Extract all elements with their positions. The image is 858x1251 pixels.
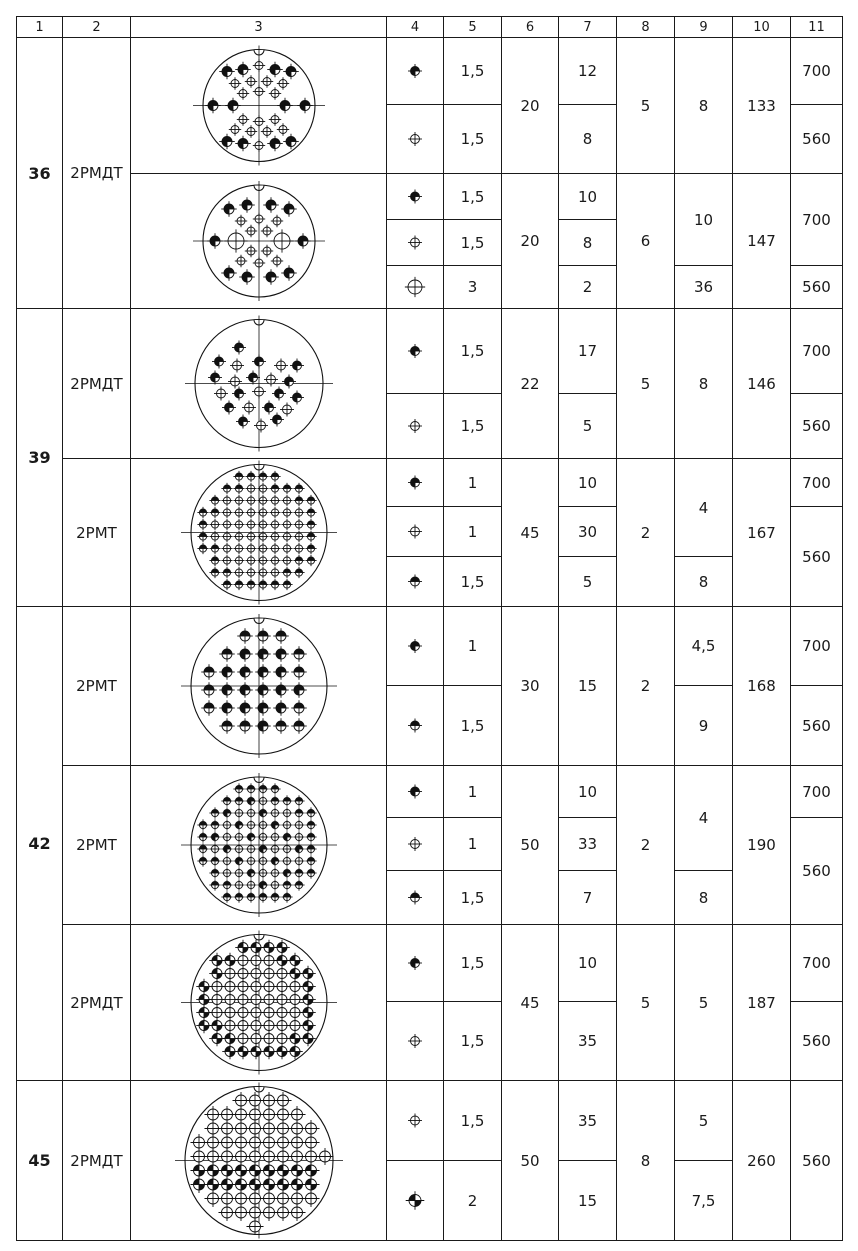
col7-value: 15 xyxy=(558,1160,617,1241)
pin-diameter: 3 xyxy=(443,265,502,309)
col7-value: 30 xyxy=(558,506,617,557)
pin-diameter: 1,5 xyxy=(443,1001,502,1081)
col9-value: 4 xyxy=(674,765,733,871)
pin-cross-icon xyxy=(408,1114,422,1128)
col10-value: 260 xyxy=(732,1080,791,1241)
col6-value: 45 xyxy=(501,458,559,607)
pin-symbol xyxy=(386,1160,444,1241)
group-number: 36 xyxy=(16,37,63,309)
connector-diagram-6 xyxy=(130,765,387,925)
pin-half-filled-bottom-icon xyxy=(408,575,422,589)
header-col-3: 3 xyxy=(130,16,387,38)
pin-diameter: 1,5 xyxy=(443,685,502,766)
series-label: 2РМДТ xyxy=(62,924,131,1081)
col9-value: 7,5 xyxy=(674,1160,733,1241)
col10-value: 133 xyxy=(732,37,791,174)
pin-half-filled-icon xyxy=(408,190,422,204)
pin-cross-icon xyxy=(408,525,422,539)
col6-value: 50 xyxy=(501,1080,559,1241)
pin-half-filled-bottom-icon xyxy=(408,891,422,905)
col9-value: 8 xyxy=(674,37,733,174)
col9-value: 8 xyxy=(674,556,733,607)
col7-value: 10 xyxy=(558,173,617,220)
pin-symbol xyxy=(386,765,444,818)
col6-value: 22 xyxy=(501,308,559,459)
pin-symbol xyxy=(386,606,444,686)
header-col-4: 4 xyxy=(386,16,444,38)
col9-value: 8 xyxy=(674,308,733,459)
col9-value: 4 xyxy=(674,458,733,557)
col6-value: 20 xyxy=(501,37,559,174)
pin-diameter: 1,5 xyxy=(443,1080,502,1161)
col10-value: 147 xyxy=(732,173,791,309)
pin-diameter: 1,5 xyxy=(443,870,502,925)
col7-value: 10 xyxy=(558,924,617,1002)
pin-symbol xyxy=(386,817,444,871)
col9-value: 8 xyxy=(674,870,733,925)
pin-diameter: 2 xyxy=(443,1160,502,1241)
col6-value: 30 xyxy=(501,606,559,766)
connector-diagram-3 xyxy=(130,308,387,459)
group-number: 42 xyxy=(16,606,63,1081)
series-label: 2РМТ xyxy=(62,606,131,766)
pin-cross-icon xyxy=(408,419,422,433)
col11-value: 700 xyxy=(790,308,843,394)
pin-diameter: 1,5 xyxy=(443,308,502,394)
pin-diameter: 1,5 xyxy=(443,393,502,459)
connector-diagram-7 xyxy=(130,924,387,1081)
col11-value: 560 xyxy=(790,1001,843,1081)
series-label: 2РМДТ xyxy=(62,37,131,309)
pin-symbol xyxy=(386,104,444,174)
col6-value: 50 xyxy=(501,765,559,925)
col8-value: 2 xyxy=(616,458,675,607)
col8-value: 5 xyxy=(616,924,675,1081)
col7-value: 8 xyxy=(558,104,617,174)
pin-diameter: 1,5 xyxy=(443,924,502,1002)
col7-value: 15 xyxy=(558,606,617,766)
col9-value: 5 xyxy=(674,1080,733,1161)
col7-value: 12 xyxy=(558,37,617,105)
col6-value: 45 xyxy=(501,924,559,1081)
group-number: 45 xyxy=(16,1080,63,1241)
pin-symbol xyxy=(386,458,444,507)
col11-value: 700 xyxy=(790,606,843,686)
col8-value: 2 xyxy=(616,765,675,925)
pin-half-filled-icon xyxy=(408,344,422,358)
pin-half-filled-icon xyxy=(408,785,422,799)
col11-value: 700 xyxy=(790,37,843,105)
header-col-11: 11 xyxy=(790,16,843,38)
pin-symbol xyxy=(386,1001,444,1081)
col7-value: 35 xyxy=(558,1001,617,1081)
pin-diameter: 1,5 xyxy=(443,104,502,174)
col7-value: 10 xyxy=(558,458,617,507)
pin-cross-icon xyxy=(408,236,422,250)
header-col-6: 6 xyxy=(501,16,559,38)
pin-symbol xyxy=(386,870,444,925)
series-label: 2РМДТ xyxy=(62,1080,131,1241)
col9-value: 4,5 xyxy=(674,606,733,686)
col11-value: 700 xyxy=(790,458,843,507)
col6-value: 20 xyxy=(501,173,559,309)
header-col-8: 8 xyxy=(616,16,675,38)
pin-cross-icon xyxy=(408,1034,422,1048)
pin-diameter: 1 xyxy=(443,817,502,871)
pin-symbol xyxy=(386,685,444,766)
col11-value: 560 xyxy=(790,817,843,925)
header-col-10: 10 xyxy=(732,16,791,38)
col10-value: 146 xyxy=(732,308,791,459)
group-number: 39 xyxy=(16,308,63,607)
pin-symbol xyxy=(386,924,444,1002)
col7-value: 35 xyxy=(558,1080,617,1161)
pin-symbol xyxy=(386,506,444,557)
pin-diameter: 1,5 xyxy=(443,37,502,105)
connector-diagram-1 xyxy=(130,37,387,174)
header-col-1: 1 xyxy=(16,16,63,38)
pin-half-filled-icon xyxy=(408,639,422,653)
col9-value: 5 xyxy=(674,924,733,1081)
col8-value: 6 xyxy=(616,173,675,309)
col11-value: 700 xyxy=(790,924,843,1002)
col11-value: 560 xyxy=(790,104,843,174)
pin-symbol xyxy=(386,219,444,266)
pin-half-filled-icon xyxy=(408,956,422,970)
col8-value: 5 xyxy=(616,37,675,174)
pin-quarter-filled-icon xyxy=(406,1191,425,1210)
header-col-7: 7 xyxy=(558,16,617,38)
pin-symbol xyxy=(386,1080,444,1161)
col11-value: 560 xyxy=(790,265,843,309)
col7-value: 8 xyxy=(558,219,617,266)
col11-value: 560 xyxy=(790,1080,843,1241)
pin-symbol xyxy=(386,265,444,309)
pin-symbol xyxy=(386,393,444,459)
connector-diagram-4 xyxy=(130,458,387,607)
series-label: 2РМТ xyxy=(62,765,131,925)
pin-diameter: 1 xyxy=(443,765,502,818)
col10-value: 167 xyxy=(732,458,791,607)
connector-diagram-2 xyxy=(130,173,387,309)
pin-diameter: 1 xyxy=(443,458,502,507)
col11-value: 700 xyxy=(790,173,843,266)
pin-diameter: 1,5 xyxy=(443,219,502,266)
pin-symbol xyxy=(386,173,444,220)
col9-value: 10 xyxy=(674,173,733,266)
col11-value: 700 xyxy=(790,765,843,818)
header-col-5: 5 xyxy=(443,16,502,38)
col11-value: 560 xyxy=(790,506,843,607)
pin-symbol xyxy=(386,37,444,105)
col11-value: 560 xyxy=(790,685,843,766)
col8-value: 5 xyxy=(616,308,675,459)
series-label: 2РМТ xyxy=(62,458,131,607)
pin-cross-icon xyxy=(408,132,422,146)
col11-value: 560 xyxy=(790,393,843,459)
col8-value: 8 xyxy=(616,1080,675,1241)
pin-diameter: 1 xyxy=(443,606,502,686)
col10-value: 187 xyxy=(732,924,791,1081)
connector-diagram-5 xyxy=(130,606,387,766)
col7-value: 5 xyxy=(558,393,617,459)
col8-value: 2 xyxy=(616,606,675,766)
col10-value: 190 xyxy=(732,765,791,925)
pin-half-filled-icon xyxy=(408,64,422,78)
pin-circle-large-icon xyxy=(405,277,425,297)
pin-half-filled-bottom-icon xyxy=(408,719,422,733)
col7-value: 17 xyxy=(558,308,617,394)
col7-value: 5 xyxy=(558,556,617,607)
header-col-9: 9 xyxy=(674,16,733,38)
pin-half-filled-icon xyxy=(408,476,422,490)
series-label: 2РМДТ xyxy=(62,308,131,459)
col9-value: 36 xyxy=(674,265,733,309)
pin-diameter: 1,5 xyxy=(443,556,502,607)
col7-value: 7 xyxy=(558,870,617,925)
pin-symbol xyxy=(386,308,444,394)
pin-diameter: 1 xyxy=(443,506,502,557)
col7-value: 33 xyxy=(558,817,617,871)
col9-value: 9 xyxy=(674,685,733,766)
pin-cross-icon xyxy=(408,837,422,851)
pin-diameter: 1,5 xyxy=(443,173,502,220)
pin-symbol xyxy=(386,556,444,607)
header-col-2: 2 xyxy=(62,16,131,38)
col7-value: 10 xyxy=(558,765,617,818)
col10-value: 168 xyxy=(732,606,791,766)
col7-value: 2 xyxy=(558,265,617,309)
connector-diagram-8 xyxy=(130,1080,387,1241)
